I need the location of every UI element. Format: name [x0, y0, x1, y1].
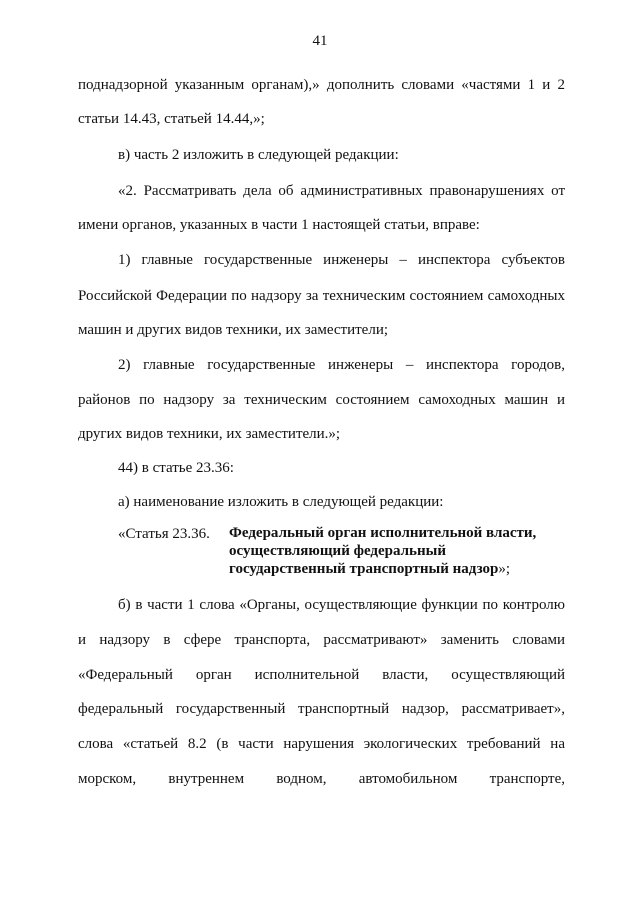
text-line-6: 1) главные государственные инженеры – инспектора субъектов [118, 252, 565, 268]
text-line-5: имени органов, указанных в части 1 настоящей статьи, вправе: [78, 217, 480, 233]
text-line-12: 44) в статье 23.36: [118, 460, 234, 476]
text-line-8: машин и других видов техники, их заместители; [78, 322, 389, 338]
text-line-3: в) часть 2 изложить в следующей редакции: [118, 147, 399, 163]
text-line-10: районов по надзору за техническим состоянием самоходных машин и [78, 392, 565, 408]
article-heading-line-2: осуществляющий федеральный [229, 543, 446, 559]
text-line-16: «Федеральный орган исполнительной власти, осуществляющий [78, 667, 565, 683]
text-line-2: статьи 14.43, статьей 14.44,»; [78, 111, 265, 127]
article-heading-title [229, 524, 569, 578]
text-line-17: федеральный государственный транспортный надзор, рассматривает», [78, 701, 565, 717]
text-line-7: Российской Федерации по надзору за техническим состоянием самоходных [78, 288, 565, 304]
text-line-14: б) в части 1 слова «Органы, осуществляющие функции по контролю [118, 597, 565, 613]
text-line-9: 2) главные государственные инженеры – инспектора городов, [118, 357, 565, 373]
page-number: 41 [312, 33, 328, 49]
text-line-13: а) наименование изложить в следующей редакции: [118, 494, 444, 510]
article-heading-label: «Статья 23.36. [118, 526, 210, 542]
text-line-11: других видов техники, их заместители.»; [78, 426, 341, 442]
text-line-1: поднадзорной указанным органам),» дополнить словами «частями 1 и 2 [78, 77, 565, 93]
article-heading-line-1: Федеральный орган исполнительной власти, [229, 525, 537, 541]
text-line-18: слова «статьей 8.2 (в части нарушения экологических требований на [78, 736, 565, 752]
text-line-19: морском, внутреннем водном, автомобильном транспорте, [78, 771, 565, 787]
article-heading-line-3: государственный транспортный надзор [229, 561, 499, 577]
text-line-4: «2. Рассматривать дела об административных правонарушениях от [118, 183, 565, 199]
article-heading-closing: »; [498, 561, 511, 577]
text-line-15: и надзору в сфере транспорта, рассматривают» заменить словами [78, 632, 565, 648]
